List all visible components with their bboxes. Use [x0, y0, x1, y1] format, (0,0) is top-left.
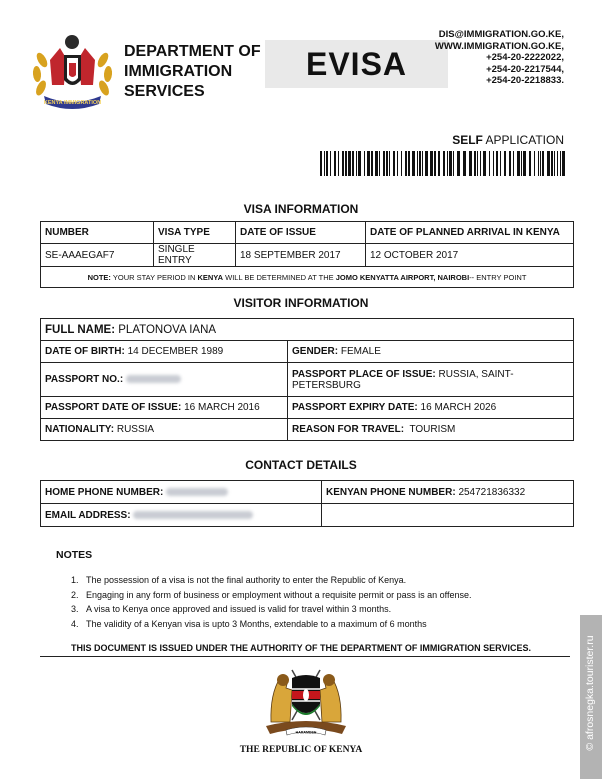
barcode-bar: [371, 151, 373, 176]
contact-website: WWW.IMMIGRATION.GO.KE,: [434, 40, 564, 52]
watermark: [580, 615, 602, 779]
list-item: 2. Engaging in any form of business or employment without a requisite permit or pass is an offense.: [71, 589, 472, 600]
visitor-info-table: [40, 318, 574, 441]
header-planned-arrival: DATE OF PLANNED ARRIVAL IN KENYA: [366, 222, 574, 244]
barcode-bar: [538, 151, 539, 176]
barcode-bar: [540, 151, 541, 176]
passport-issue-cell: PASSPORT DATE OF ISSUE: 16 MARCH 2016: [41, 397, 288, 419]
barcode-bar: [469, 151, 472, 176]
barcode-bar: [477, 151, 478, 176]
header-date-of-issue: DATE OF ISSUE: [236, 222, 366, 244]
notes-list: [71, 573, 472, 632]
passport-issue-date: 16 MARCH 2016: [184, 402, 260, 413]
barcode-bar: [338, 151, 339, 176]
table-row: [41, 363, 574, 397]
barcode-bar: [504, 151, 506, 176]
barcode-bar: [534, 151, 535, 176]
planned-arrival: 12 OCTOBER 2017: [366, 244, 574, 267]
passport-place-line: PETERSBURG: [292, 379, 361, 391]
date-of-birth: 14 DECEMBER 1989: [127, 346, 224, 357]
logo-banner-text: KENYA IMMIGRATION: [43, 100, 102, 106]
barcode-bar: [383, 151, 385, 176]
passport-place-line: RUSSIA, SAINT-: [438, 368, 514, 380]
barcode-bar: [348, 151, 351, 176]
barcode-bar: [513, 151, 514, 176]
barcode-bar: [447, 151, 448, 176]
table-row: [41, 397, 574, 419]
table-header-row: [41, 222, 574, 244]
barcode-bar: [352, 151, 354, 176]
barcode-bar: [379, 151, 380, 176]
coat-of-arms-motto: HARAMBEE: [295, 730, 317, 735]
barcode-bar: [489, 151, 490, 176]
barcode-bar: [330, 151, 331, 176]
table-row: [41, 244, 574, 267]
visitor-info-title: VISITOR INFORMATION: [233, 296, 369, 310]
barcode-bar: [434, 151, 436, 176]
kenya-coat-of-arms-icon: [256, 664, 356, 742]
barcode-bar: [422, 151, 423, 176]
barcode-bar: [547, 151, 550, 176]
barcode-bar: [438, 151, 440, 176]
application-type: [452, 133, 564, 147]
passport-place-cell: PASSPORT PLACE OF ISSUE: RUSSIA, SAINT- PETERSBURG: [288, 363, 574, 397]
barcode-bar: [408, 151, 410, 176]
barcode-bar: [375, 151, 378, 176]
header-number: NUMBER: [41, 222, 154, 244]
visa-type: SINGLE ENTRY: [154, 244, 236, 267]
contact-phone: +254-20-2222022,: [486, 52, 564, 63]
contact-phone: +254-20-2217544,: [486, 63, 564, 75]
barcode-bar: [509, 151, 511, 176]
table-row: [41, 341, 574, 363]
list-item: 3. A visa to Kenya once approved and issued is valid for travel within 3 months.: [71, 604, 392, 615]
barcode-bar: [557, 151, 558, 176]
barcode-bar: [342, 151, 344, 176]
barcode-bar: [405, 151, 407, 176]
barcode-bar: [320, 151, 322, 176]
redacted-passport-number: [126, 375, 181, 383]
barcode-bar: [412, 151, 415, 176]
email-cell: EMAIL ADDRESS:: [41, 504, 322, 527]
barcode-bar: [529, 151, 531, 176]
contact-phone: +254-20-2218833.: [486, 75, 564, 86]
barcode-bar: [386, 151, 388, 176]
kenyan-phone: 254721836332: [458, 486, 526, 498]
department-line: DEPARTMENT OF: [124, 43, 261, 60]
contact-info: [435, 29, 564, 87]
reason-cell: REASON FOR TRAVEL: TOURISM: [288, 419, 574, 441]
barcode-bar: [463, 151, 466, 176]
barcode-bar: [393, 151, 395, 176]
republic-caption: THE REPUBLIC OF KENYA: [239, 745, 363, 755]
barcode-bar: [542, 151, 544, 176]
application-type-bold: SELF: [452, 133, 483, 147]
barcode-bar: [493, 151, 494, 176]
barcode-bar: [324, 151, 325, 176]
table-row: [41, 481, 574, 504]
barcode-bar: [358, 151, 361, 176]
barcode-bar: [356, 151, 357, 176]
contact-details-table: [40, 480, 574, 527]
barcode-bar: [496, 151, 498, 176]
passport-number-cell: PASSPORT NO.:: [41, 363, 288, 397]
watermark-text: © afrosnegka.tourister.ru: [584, 635, 596, 751]
empty-cell: [322, 504, 574, 527]
document-title-box: [265, 40, 448, 88]
barcode-bar: [483, 151, 486, 176]
visa-info-title: VISA INFORMATION: [243, 202, 359, 216]
barcode-bar: [443, 151, 445, 176]
barcode-bar: [425, 151, 428, 176]
table-row: [41, 319, 574, 341]
note-row: [41, 267, 574, 288]
gender: FEMALE: [340, 346, 381, 357]
barcode-bar: [389, 151, 390, 176]
kenyan-phone-cell: KENYAN PHONE NUMBER: 254721836332: [322, 481, 574, 504]
list-item: 1. The possession of a visa is not the final authority to enter the Republic of Kenya.: [71, 575, 407, 585]
department-line: SERVICES: [124, 83, 205, 100]
barcode-bar: [560, 151, 561, 176]
table-row: [41, 419, 574, 441]
contact-email: DIS@IMMIGRATION.GO.KE,: [438, 29, 564, 40]
barcode-bar: [367, 151, 370, 176]
table-row: [41, 504, 574, 527]
passport-expiry-date: 16 MARCH 2026: [420, 402, 497, 413]
barcode-bar: [521, 151, 522, 176]
barcode-bar: [397, 151, 398, 176]
barcode-bar: [449, 151, 452, 176]
authority-statement: THIS DOCUMENT IS ISSUED UNDER THE AUTHORITY OF THE DEPARTMENT OF IMMIGRATION SERVICES.: [70, 643, 532, 653]
kenya-immigration-logo: [30, 30, 115, 115]
barcode-bar: [453, 151, 454, 176]
list-item: 4. The validity of a Kenyan visa is upto 3 Months, extendable to a maximum of 6 months: [71, 619, 427, 630]
barcode-bar: [480, 151, 481, 176]
redacted-home-phone: [166, 488, 228, 496]
barcode-bar: [517, 151, 520, 176]
nationality-cell: NATIONALITY: RUSSIA: [41, 419, 288, 441]
contact-details-title: CONTACT DETAILS: [245, 458, 357, 472]
barcode-bar: [364, 151, 365, 176]
barcode-bar: [554, 151, 555, 176]
reason-for-travel: TOURISM: [409, 424, 456, 435]
barcode-bar: [334, 151, 336, 176]
document-title: EVISA: [305, 46, 408, 82]
nationality: RUSSIA: [116, 424, 155, 435]
barcode-bar: [401, 151, 402, 176]
barcode: [320, 151, 565, 176]
barcode-bar: [562, 151, 565, 176]
department-line: IMMIGRATION: [124, 63, 233, 80]
header-visa-type: VISA TYPE: [154, 222, 236, 244]
barcode-bar: [430, 151, 433, 176]
department-name: [124, 42, 261, 102]
full-name-cell: FULL NAME: PLATONOVA IANA: [41, 319, 574, 341]
application-type-rest: APPLICATION: [482, 133, 564, 147]
stay-period-note: NOTE: YOUR STAY PERIOD IN KENYA WILL BE DETERMINED AT THE JOMO KENYATTA AIRPORT, NAIROBI-- ENTRY POINT: [41, 267, 574, 288]
barcode-bar: [474, 151, 476, 176]
barcode-bar: [551, 151, 553, 176]
barcode-bar: [326, 151, 328, 176]
barcode-bar: [345, 151, 347, 176]
visa-info-table: [40, 221, 574, 288]
notes-title: NOTES: [56, 549, 93, 561]
passport-expiry-cell: PASSPORT EXPIRY DATE: 16 MARCH 2026: [288, 397, 574, 419]
barcode-bar: [417, 151, 418, 176]
full-name: PLATONOVA IANA: [118, 323, 217, 336]
date-of-issue: 18 SEPTEMBER 2017: [236, 244, 366, 267]
home-phone-cell: HOME PHONE NUMBER:: [41, 481, 322, 504]
barcode-bar: [523, 151, 526, 176]
visa-number: SE-AAAEGAF7: [41, 244, 154, 267]
divider: [40, 656, 570, 657]
dob-cell: DATE OF BIRTH: 14 DECEMBER 1989: [41, 341, 288, 363]
gender-cell: GENDER: FEMALE: [288, 341, 574, 363]
barcode-bar: [500, 151, 501, 176]
barcode-bar: [457, 151, 460, 176]
barcode-bar: [419, 151, 421, 176]
redacted-email: [133, 511, 253, 519]
